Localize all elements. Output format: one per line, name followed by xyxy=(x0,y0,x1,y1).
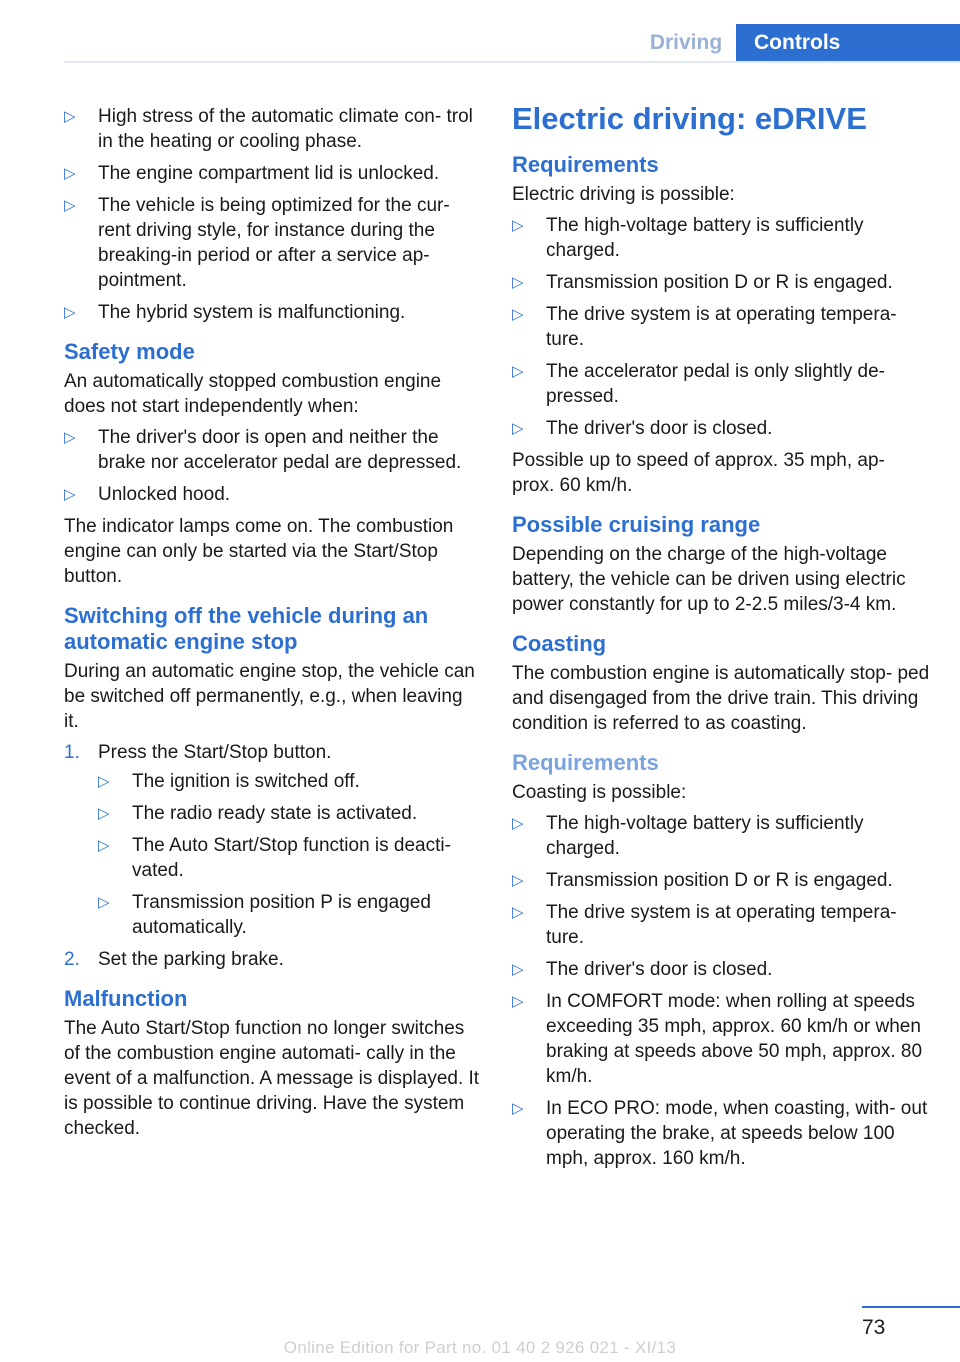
list-item: ▷ The vehicle is being optimized for the cur‐ rent driving style, for instance during the breaking-in period or after a service ap‐ pointment. xyxy=(64,195,450,291)
triangle-bullet-icon: ▷ xyxy=(98,805,110,822)
step-item xyxy=(64,740,480,940)
list-item: ▷ The driver's door is closed. xyxy=(512,959,773,980)
edition-watermark: Online Edition for Part no. 01 40 2 926 021 - XI/13 xyxy=(283,1338,677,1357)
triangle-bullet-icon: ▷ xyxy=(512,363,524,380)
header-rule xyxy=(64,61,960,63)
list-item: ▷ The engine compartment lid is unlocked. xyxy=(64,163,440,184)
triangle-bullet-icon: ▷ xyxy=(512,904,524,921)
step-number: 1. xyxy=(64,742,80,763)
triangle-bullet-icon: ▷ xyxy=(64,429,76,446)
safety-mode-list xyxy=(64,425,480,507)
list-item: ▷ The accelerator pedal is only slightly de‐ pressed. xyxy=(512,361,886,407)
list-item: ▷ The high-voltage battery is sufficiently charged. xyxy=(512,215,864,261)
list-item: ▷ The Auto Start/Stop function is deacti‐ vated. xyxy=(98,835,451,881)
coasting-heading: Coasting xyxy=(512,631,607,656)
triangle-bullet-icon: ▷ xyxy=(64,108,76,125)
triangle-bullet-icon: ▷ xyxy=(512,872,524,889)
list-item: ▷ The hybrid system is malfunctioning. xyxy=(64,302,406,323)
header-chapter-tab: Controls xyxy=(736,24,960,62)
edrive-title: Electric driving: eDRIVE xyxy=(512,101,867,136)
triangle-bullet-icon: ▷ xyxy=(512,961,524,978)
list-item: ▷ Transmission position P is engaged automatically. xyxy=(98,892,431,938)
list-item: ▷ The ignition is switched off. xyxy=(98,771,360,792)
coasting-requirements-heading: Requirements xyxy=(512,750,659,775)
step-text: Set the parking brake. xyxy=(98,949,284,970)
safety-mode-outro: The indicator lamps come on. The combustion engine can only be started via the Start/Stop button. xyxy=(64,516,454,587)
requirements-outro: Possible up to speed of approx. 35 mph, ap‐ prox. 60 km/h. xyxy=(512,450,885,496)
cruising-range-text: Depending on the charge of the high-voltage battery, the vehicle can be driven using electric power constantly for up to 2-2.5 miles/3-4 km. xyxy=(512,544,906,615)
triangle-bullet-icon: ▷ xyxy=(512,1100,524,1117)
triangle-bullet-icon: ▷ xyxy=(98,894,110,911)
header-section-tab: Driving xyxy=(636,24,736,62)
right-column xyxy=(512,100,932,1178)
switching-off-intro: During an automatic engine stop, the vehicle can be switched off permanently, e.g., when leaving it. xyxy=(64,661,475,732)
step-item xyxy=(64,947,480,972)
triangle-bullet-icon: ▷ xyxy=(512,306,524,323)
step-number: 2. xyxy=(64,949,80,970)
triangle-bullet-icon: ▷ xyxy=(98,837,110,854)
list-item: ▷ Transmission position D or R is engaged. xyxy=(512,870,893,891)
step-sub-list xyxy=(98,769,480,940)
list-item: ▷ High stress of the automatic climate con‐ trol in the heating or cooling phase. xyxy=(64,106,473,152)
switching-off-heading: Switching off the vehicle during an automatic engine stop xyxy=(64,603,429,654)
requirements-heading: Requirements xyxy=(512,152,659,177)
triangle-bullet-icon: ▷ xyxy=(64,486,76,503)
coasting-text: The combustion engine is automatically stop‐ ped and disengaged from the drive train. This driving condition is referred to as coasting. xyxy=(512,663,930,734)
triangle-bullet-icon: ▷ xyxy=(64,165,76,182)
triangle-bullet-icon: ▷ xyxy=(512,420,524,437)
triangle-bullet-icon: ▷ xyxy=(512,815,524,832)
triangle-bullet-icon: ▷ xyxy=(64,197,76,214)
triangle-bullet-icon: ▷ xyxy=(512,217,524,234)
list-item: ▷ The drive system is at operating tempera‐ ture. xyxy=(512,304,897,350)
list-item: ▷ The radio ready state is activated. xyxy=(98,803,418,824)
coasting-requirements-list xyxy=(512,811,932,1171)
triangle-bullet-icon: ▷ xyxy=(64,304,76,321)
cruising-range-heading: Possible cruising range xyxy=(512,512,761,537)
list-item: ▷ The driver's door is closed. xyxy=(512,418,773,439)
conditions-list xyxy=(64,104,480,325)
triangle-bullet-icon: ▷ xyxy=(512,274,524,291)
list-item: ▷ In ECO PRO: mode, when coasting, with‐ out operating the brake, at speeds below 100 mph, approx. 160 km/h. xyxy=(512,1098,928,1169)
list-item: ▷ Transmission position D or R is engaged. xyxy=(512,272,893,293)
page-number: 73 xyxy=(862,1316,886,1339)
list-item: ▷ Unlocked hood. xyxy=(64,484,231,505)
triangle-bullet-icon: ▷ xyxy=(98,773,110,790)
list-item: ▷ In COMFORT mode: when rolling at speeds exceeding 35 mph, approx. 60 km/h or when braking at speeds above 50 mph, approx. 80 km/h. xyxy=(512,991,923,1087)
left-column xyxy=(64,100,480,1147)
malfunction-heading: Malfunction xyxy=(64,986,188,1011)
switching-off-steps xyxy=(64,740,480,972)
coasting-requirements-intro: Coasting is possible: xyxy=(512,782,687,803)
list-item: ▷ The driver's door is open and neither the brake nor accelerator pedal are depressed. xyxy=(64,427,462,473)
footer-rule xyxy=(862,1306,960,1308)
requirements-intro: Electric driving is possible: xyxy=(512,184,735,205)
list-item: ▷ The drive system is at operating tempera‐ ture. xyxy=(512,902,897,948)
malfunction-text: The Auto Start/Stop function no longer switches of the combustion engine automati‐ cally in the event of a malfunction. A message is displayed. It is possible to continue driving. Have the system checked. xyxy=(64,1018,480,1139)
list-item: ▷ The high-voltage battery is sufficiently charged. xyxy=(512,813,864,859)
safety-mode-heading: Safety mode xyxy=(64,339,195,364)
step-text: Press the Start/Stop button. xyxy=(98,742,332,763)
safety-mode-intro: An automatically stopped combustion engine does not start independently when: xyxy=(64,371,442,417)
requirements-list xyxy=(512,213,932,441)
triangle-bullet-icon: ▷ xyxy=(512,993,524,1010)
